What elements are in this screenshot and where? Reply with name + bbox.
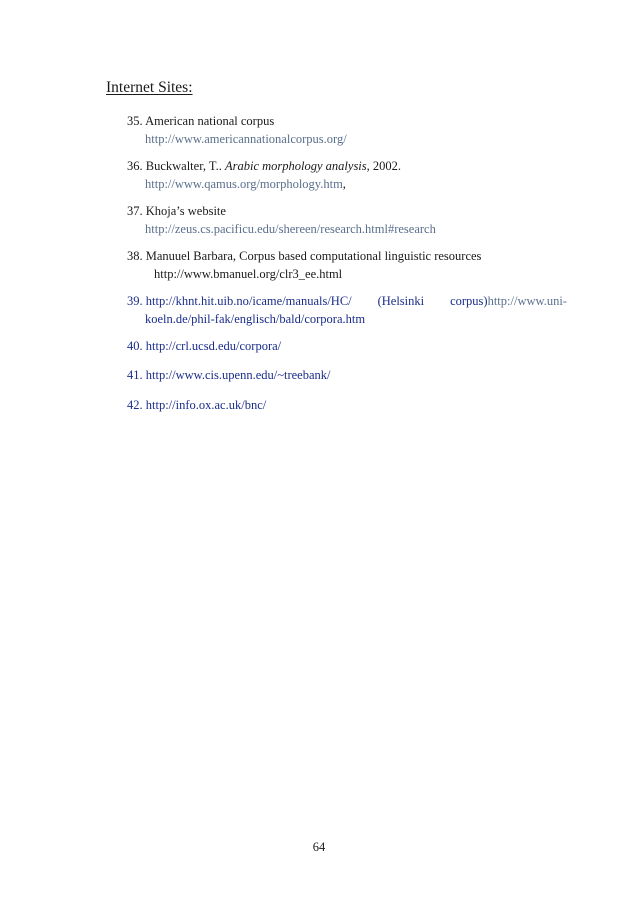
reference-number: 42. <box>127 398 143 412</box>
reference-39-url-2[interactable]: http://www.uni- <box>487 294 567 308</box>
reference-42 <box>127 396 567 414</box>
reference-36 <box>127 157 567 193</box>
reference-40-line <box>127 337 567 355</box>
reference-35 <box>127 112 567 148</box>
reference-37-link[interactable]: http://zeus.cs.pacificu.edu/shereen/research.html#research <box>145 222 436 236</box>
reference-36-link-line <box>127 175 567 193</box>
reference-36-title-line <box>127 157 567 175</box>
page-number: 64 <box>312 840 326 854</box>
reference-39-first-line <box>127 292 567 310</box>
reference-number: 36. <box>127 159 143 173</box>
reference-38 <box>127 247 567 283</box>
reference-41-link[interactable]: http://www.cis.upenn.edu/~treebank/ <box>145 368 331 382</box>
reference-number: 37. <box>127 204 143 218</box>
reference-41-line <box>127 366 567 384</box>
reference-38-link[interactable]: http://www.bmanuel.org/clr3_ee.html <box>154 267 343 281</box>
reference-40 <box>127 337 567 355</box>
reference-number: 41. <box>127 368 143 382</box>
reference-41 <box>127 366 567 384</box>
reference-39-helsinki: (Helsinki <box>377 294 425 308</box>
reference-39-link-continued[interactable]: koeln.de/phil-fak/englisch/bald/corpora.htm <box>145 312 366 326</box>
reference-36-link[interactable]: http://www.qamus.org/morphology.htm <box>145 177 343 191</box>
reference-35-title-line <box>127 112 567 130</box>
reference-39-url-1[interactable]: http://khnt.hit.uib.no/icame/manuals/HC/ <box>145 294 352 308</box>
reference-37-title-line <box>127 202 567 220</box>
reference-title: Arabic morphology analysis, <box>224 159 370 173</box>
reference-42-line <box>127 396 567 414</box>
reference-38-title-line <box>127 247 567 265</box>
reference-number: 40. <box>127 339 143 353</box>
reference-number: 35. <box>127 114 143 128</box>
reference-37 <box>127 202 567 238</box>
reference-39 <box>127 292 567 328</box>
reference-39-link-part[interactable] <box>127 292 352 310</box>
reference-39-corpus: corpus) <box>450 294 488 308</box>
reference-40-link[interactable]: http://crl.ucsd.edu/corpora/ <box>145 339 282 353</box>
reference-title: Manuuel Barbara, Corpus based computational linguistic resources <box>145 249 482 263</box>
reference-trailing-comma: , <box>342 177 346 191</box>
reference-number: 39. <box>127 294 143 308</box>
reference-year: 2002. <box>372 159 402 173</box>
reference-35-link[interactable]: http://www.americannationalcorpus.org/ <box>145 132 347 146</box>
reference-author: Buckwalter, T.. <box>145 159 222 173</box>
reference-39-corpus-part <box>450 292 567 310</box>
reference-title: American national corpus <box>145 114 275 128</box>
section-heading: Internet Sites: <box>106 79 193 96</box>
reference-title: Khoja’s website <box>145 204 226 218</box>
reference-42-link[interactable]: http://info.ox.ac.uk/bnc/ <box>145 398 267 412</box>
reference-number: 38. <box>127 249 143 263</box>
